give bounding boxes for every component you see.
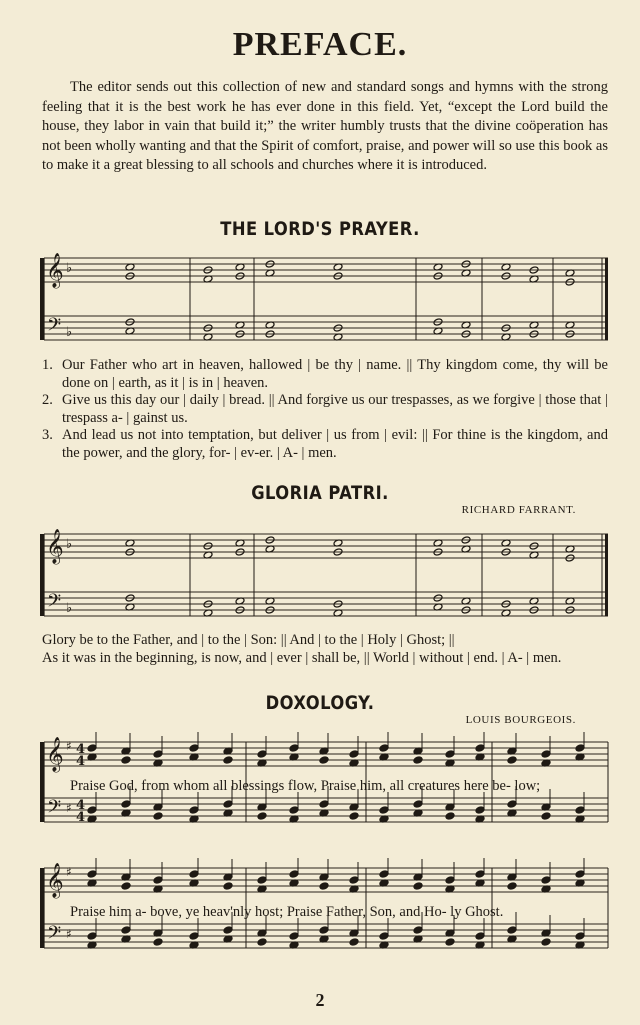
svg-text:4: 4 bbox=[76, 810, 86, 825]
gloria-patri-score bbox=[0, 526, 640, 622]
svg-text:𝄢: 𝄢 bbox=[47, 591, 62, 616]
svg-text:𝄢: 𝄢 bbox=[47, 797, 62, 822]
svg-text:4: 4 bbox=[76, 798, 86, 813]
doxology-composer: LOUIS BOURGEOIS. bbox=[465, 714, 576, 726]
svg-text:𝄢: 𝄢 bbox=[47, 923, 62, 948]
svg-text:♭: ♭ bbox=[66, 261, 73, 276]
svg-text:♯: ♯ bbox=[66, 801, 72, 815]
page-title: PREFACE. bbox=[232, 26, 408, 63]
svg-text:♯: ♯ bbox=[66, 739, 72, 753]
page-number: 2 bbox=[315, 990, 325, 1010]
svg-text:♭: ♭ bbox=[66, 601, 73, 616]
verse-1: 1. Our Father who art in heaven, hallowed | be thy | name. || Thy kingdom come, thy will be done on | earth, as it | is in | heaven. bbox=[42, 357, 608, 391]
svg-text:♭: ♭ bbox=[66, 537, 73, 552]
svg-text:𝄞: 𝄞 bbox=[46, 737, 64, 772]
svg-text:4: 4 bbox=[76, 754, 86, 769]
lords-prayer-verses bbox=[42, 357, 608, 462]
gloria-patri-title: GLORIA PATRI. bbox=[251, 482, 389, 504]
doxology-lyric-1: Praise God, from whom all blessings flow, Praise him, all creatures here be- low; bbox=[70, 778, 541, 794]
doxology-lyric-2: Praise him a- bove, ye heav'nly host; Praise Father, Son, and Ho- ly Ghost. bbox=[70, 904, 504, 920]
gloria-composer: RICHARD FARRANT. bbox=[461, 504, 576, 516]
svg-text:𝄞: 𝄞 bbox=[46, 529, 64, 564]
gloria-line-1: Glory be to the Father, and | to the | Son: || And | to the | Holy | Ghost; || bbox=[42, 632, 455, 648]
svg-text:𝄞: 𝄞 bbox=[46, 253, 64, 288]
svg-text:𝄞: 𝄞 bbox=[46, 863, 64, 898]
lords-prayer-score bbox=[0, 250, 640, 346]
svg-text:♭: ♭ bbox=[66, 325, 73, 340]
doxology-score-2 bbox=[0, 858, 640, 986]
preface-text: The editor sends out this collection of new and standard songs and hymns with the strong feeling that it is the best work he has ever done in this field. Yet, “except the Lord build the house, they labor in vain that build it;” the writer humbly trusts that the divine coöperation has not been wholly wanting and that the Spirit of comfort, praise, and power will so use this book as to make it a great blessing to all schools and churches where it is introduced. bbox=[42, 79, 608, 174]
svg-text:𝄢: 𝄢 bbox=[47, 315, 62, 340]
verse-2: 2. Give us this day our | daily | bread. || And forgive us our trespasses, as we forgive | those that | trespass a- | gainst us. bbox=[42, 392, 608, 426]
verse-3: 3. And lead us not into temptation, but deliver | us from | evil: || For thine is the kingdom, and the power, and the glory, for- | ev-er. | A- | men. bbox=[42, 427, 608, 461]
doxology-title: DOXOLOGY. bbox=[265, 692, 375, 714]
svg-text:♯: ♯ bbox=[66, 865, 72, 879]
svg-text:♯: ♯ bbox=[66, 927, 72, 941]
lords-prayer-title: THE LORD'S PRAYER. bbox=[220, 218, 420, 240]
gloria-line-2: As it was in the beginning, is now, and | ever | shall be, || World | without | end. | A- | men. bbox=[42, 649, 562, 666]
gloria-patri-text bbox=[42, 632, 608, 668]
svg-text:4: 4 bbox=[76, 742, 86, 757]
